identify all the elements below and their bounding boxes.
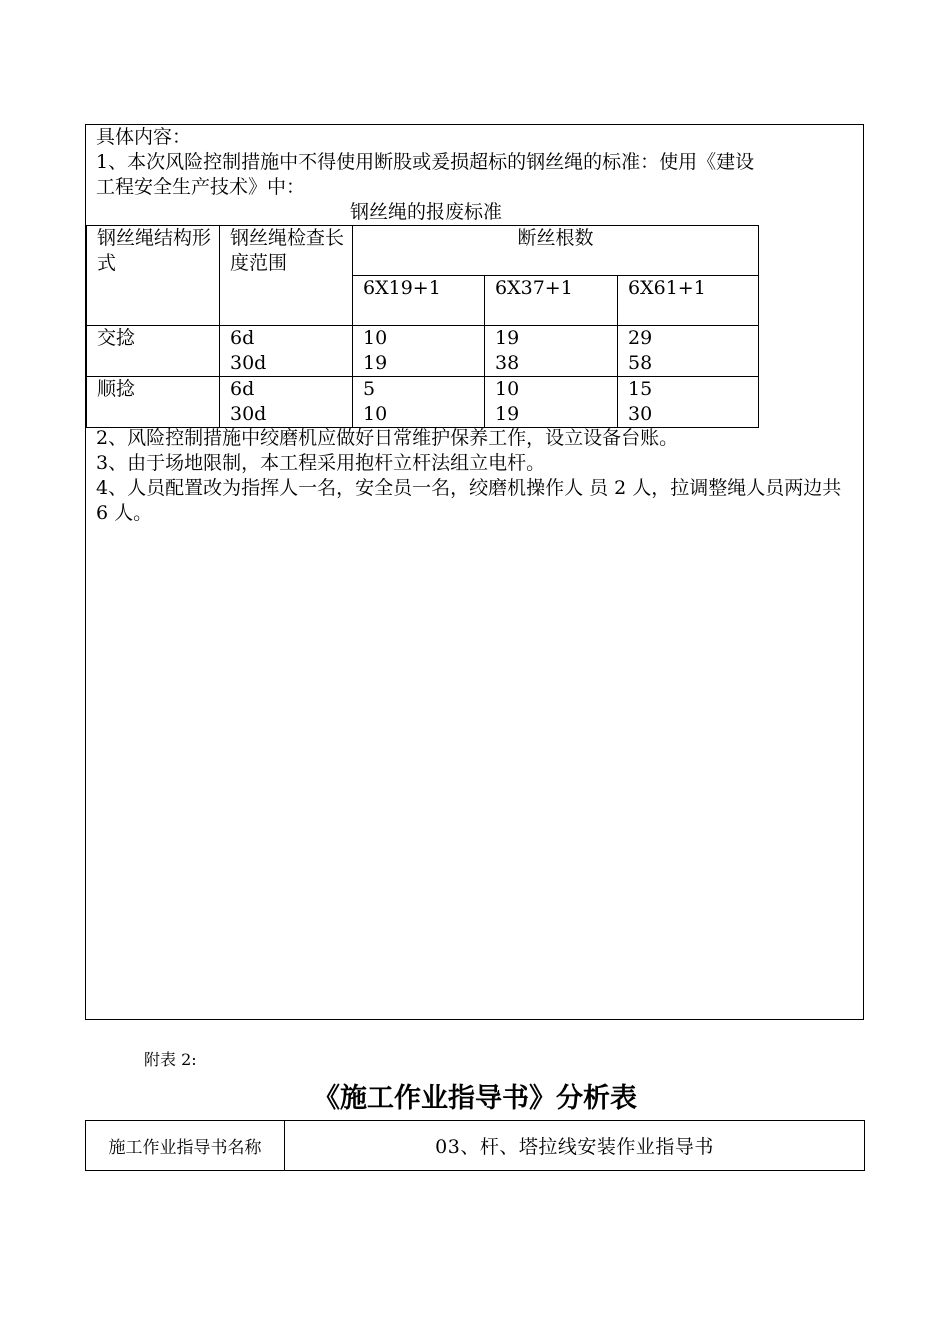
row-6x61: 29 58 xyxy=(618,326,759,377)
row-6x19: 5 10 xyxy=(353,377,485,428)
item-4: 4、人员配置改为指挥人一名，安全员一名，绞磨机操作人 员 2 人，拉调整绳人员两边共 6 人。 xyxy=(96,477,842,524)
content-heading: 具体内容： xyxy=(96,126,192,148)
item-1-line-1: 1、本次风险控制措施中不得使用断股或爰损超标的钢丝绳的标准：使用《建设 xyxy=(96,151,755,173)
row-type: 交捻 xyxy=(87,326,220,377)
appendix-label: 附表 2: xyxy=(144,1050,197,1069)
header-length: 钢丝绳检查长度范围 xyxy=(220,226,353,326)
content-frame xyxy=(85,124,864,1020)
guide-name-table xyxy=(85,1120,865,1171)
guide-name-label: 施工作业指导书名称 xyxy=(86,1121,285,1171)
item-2: 2、风险控制措施中绞磨机应做好日常维护保养工作，设立设备台账。 xyxy=(96,427,679,449)
header-broken: 断丝根数 xyxy=(353,226,759,276)
subheader-6x37: 6X37+1 xyxy=(485,276,618,326)
appendix-title: 《施工作业指导书》分析表 xyxy=(313,1083,637,1114)
item-1-line-2: 工程安全生产技术》中： xyxy=(96,176,306,198)
table-caption: 钢丝绳的报废标准 xyxy=(349,201,502,223)
row-length: 6d 30d xyxy=(220,377,353,428)
subheader-6x19: 6X19+1 xyxy=(353,276,485,326)
item-3: 3、由于场地限制，本工程采用抱杆立杆法组立电杆。 xyxy=(96,452,546,474)
content-text xyxy=(96,125,858,225)
row-6x37: 19 38 xyxy=(485,326,618,377)
table-row xyxy=(87,377,759,428)
table-row xyxy=(87,326,759,377)
subheader-6x61: 6X61+1 xyxy=(618,276,759,326)
row-type: 顺捻 xyxy=(87,377,220,428)
content-items xyxy=(96,426,858,526)
row-6x37: 10 19 xyxy=(485,377,618,428)
header-structure: 钢丝绳结构形式 xyxy=(87,226,220,326)
row-6x19: 10 19 xyxy=(353,326,485,377)
row-length: 6d 30d xyxy=(220,326,353,377)
guide-name-value: 03、杆、塔拉线安装作业指导书 xyxy=(285,1121,865,1171)
rope-scrap-table xyxy=(86,225,759,428)
row-6x61: 15 30 xyxy=(618,377,759,428)
